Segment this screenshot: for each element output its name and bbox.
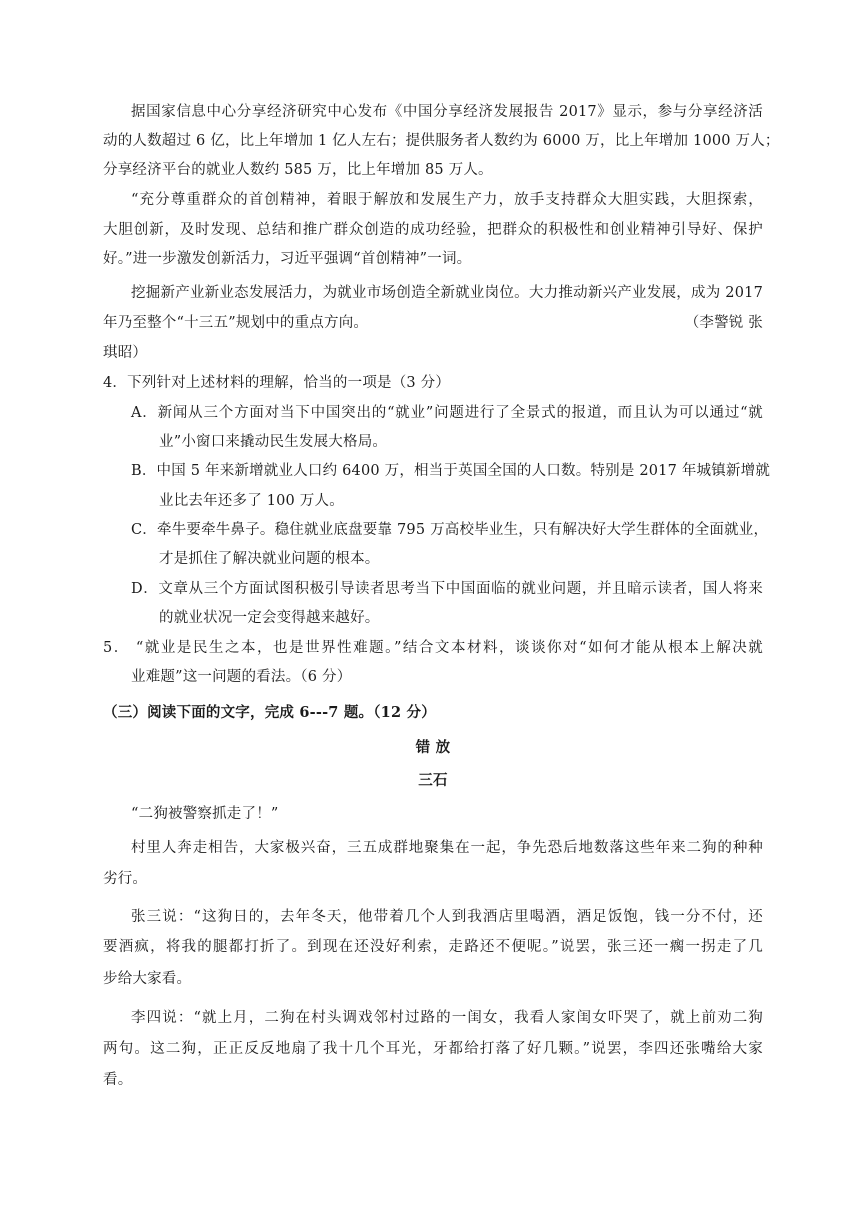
q4-option-b-line2: 业比去年还多了 100 万人。 xyxy=(159,493,344,509)
q4-option-c-line2: 才是抓住了解决就业问题的根本。 xyxy=(159,551,380,567)
passage-p2-line3: 好。”进一步激发创新活力，习近平强调“首创精神”一词。 xyxy=(103,251,472,267)
passage-p2-line1: “充分尊重群众的首创精神，着眼于解放和发展生产力，放手支持群众大胆实践，大胆探索， xyxy=(131,192,763,208)
q4-option-d-line2: 的就业状况一定会变得越来越好。 xyxy=(159,610,380,626)
q4-option-a-line1: A．新闻从三个方面对当下中国突出的“就业”问题进行了全景式的报道，而且认为可以通过“就 xyxy=(131,405,763,421)
passage-p3-line2: 年乃至整个“十三五”规划中的重点方向。 xyxy=(103,315,369,331)
story-p4-line2: 两句。这二狗，正正反反地扇了我十几个耳光，牙都给打落了好几颗。”说罢，李四还张嘴给大家 xyxy=(103,1041,763,1057)
q4-option-c-line1: C．牵牛要牵牛鼻子。稳住就业底盘要靠 795 万高校毕业生，只有解决好大学生群体的全面就业， xyxy=(131,522,769,538)
passage-p1-line3: 分享经济平台的就业人数约 585 万，比上年增加 85 万人。 xyxy=(103,162,493,178)
story-p2-line1: 村里人奔走相告，大家极兴奋，三五成群地聚集在一起，争先恐后地数落这些年来二狗的种种 xyxy=(131,840,763,856)
story-title: 错 放 xyxy=(415,739,451,756)
passage-p2-line2: 大胆创新，及时发现、总结和推广群众创造的成功经验，把群众的积极性和创业精神引导好、保护 xyxy=(103,222,763,238)
story-p2-line2: 劣行。 xyxy=(103,871,148,887)
q4-option-d-line1: D．文章从三个方面试图积极引导读者思考当下中国面临的就业问题，并且暗示读者，国人将来 xyxy=(131,581,763,597)
story-p4-line1: 李四说：“就上月，二狗在村头调戏邻村过路的一闺女，我看人家闺女吓哭了，就上前劝二狗 xyxy=(131,1010,763,1026)
story-author: 三石 xyxy=(418,772,448,789)
q4-option-a-line2: 业”小窗口来撬动民生发展大格局。 xyxy=(159,434,388,450)
q5-line2: 业难题”这一问题的看法。（6 分） xyxy=(131,669,352,685)
passage-p1-line1: 据国家信息中心分享经济研究中心发布《中国分享经济发展报告 2017》显示，参与分享经济活 xyxy=(131,104,763,120)
story-p1: “二狗被警察抓走了！” xyxy=(131,806,279,822)
story-p3-line2: 要酒疯，将我的腿都打折了。到现在还没好利索，走路还不便呢。”说罢，张三还一瘸一拐走了几 xyxy=(103,939,763,955)
story-p3-line3: 步给大家看。 xyxy=(103,971,192,987)
q4-option-b-line1: B．中国 5 年来新增就业人口约 6400 万，相当于英国全国的人口数。特别是 2017 年城镇新增就 xyxy=(131,463,771,479)
passage-byline-part1: （李警锐 张 xyxy=(684,315,763,331)
passage-p3-line1: 挖掘新产业新业态发展活力，为就业市场创造全新就业岗位。大力推动新兴产业发展，成为 2017 xyxy=(131,285,763,301)
passage-byline-part2: 琪昭） xyxy=(103,345,148,361)
q5-line1: 5． “就业是民生之本，也是世界性难题。”结合文本材料，谈谈你对“如何才能从根本上解决就 xyxy=(103,640,763,656)
section3-heading: （三）阅读下面的文字，完成 6---7 题。（12 分） xyxy=(103,704,436,721)
passage-p1-line2: 动的人数超过 6 亿，比上年增加 1 亿人左右；提供服务者人数约为 6000 万，比上年增加 1000 万人； xyxy=(103,133,780,149)
story-p4-line3: 看。 xyxy=(103,1072,133,1088)
story-p3-line1: 张三说：“这狗日的，去年冬天，他带着几个人到我酒店里喝酒，酒足饭饱，钱一分不付，还 xyxy=(131,909,763,925)
q4-stem: 4．下列针对上述材料的理解，恰当的一项是（3 分） xyxy=(103,375,451,391)
